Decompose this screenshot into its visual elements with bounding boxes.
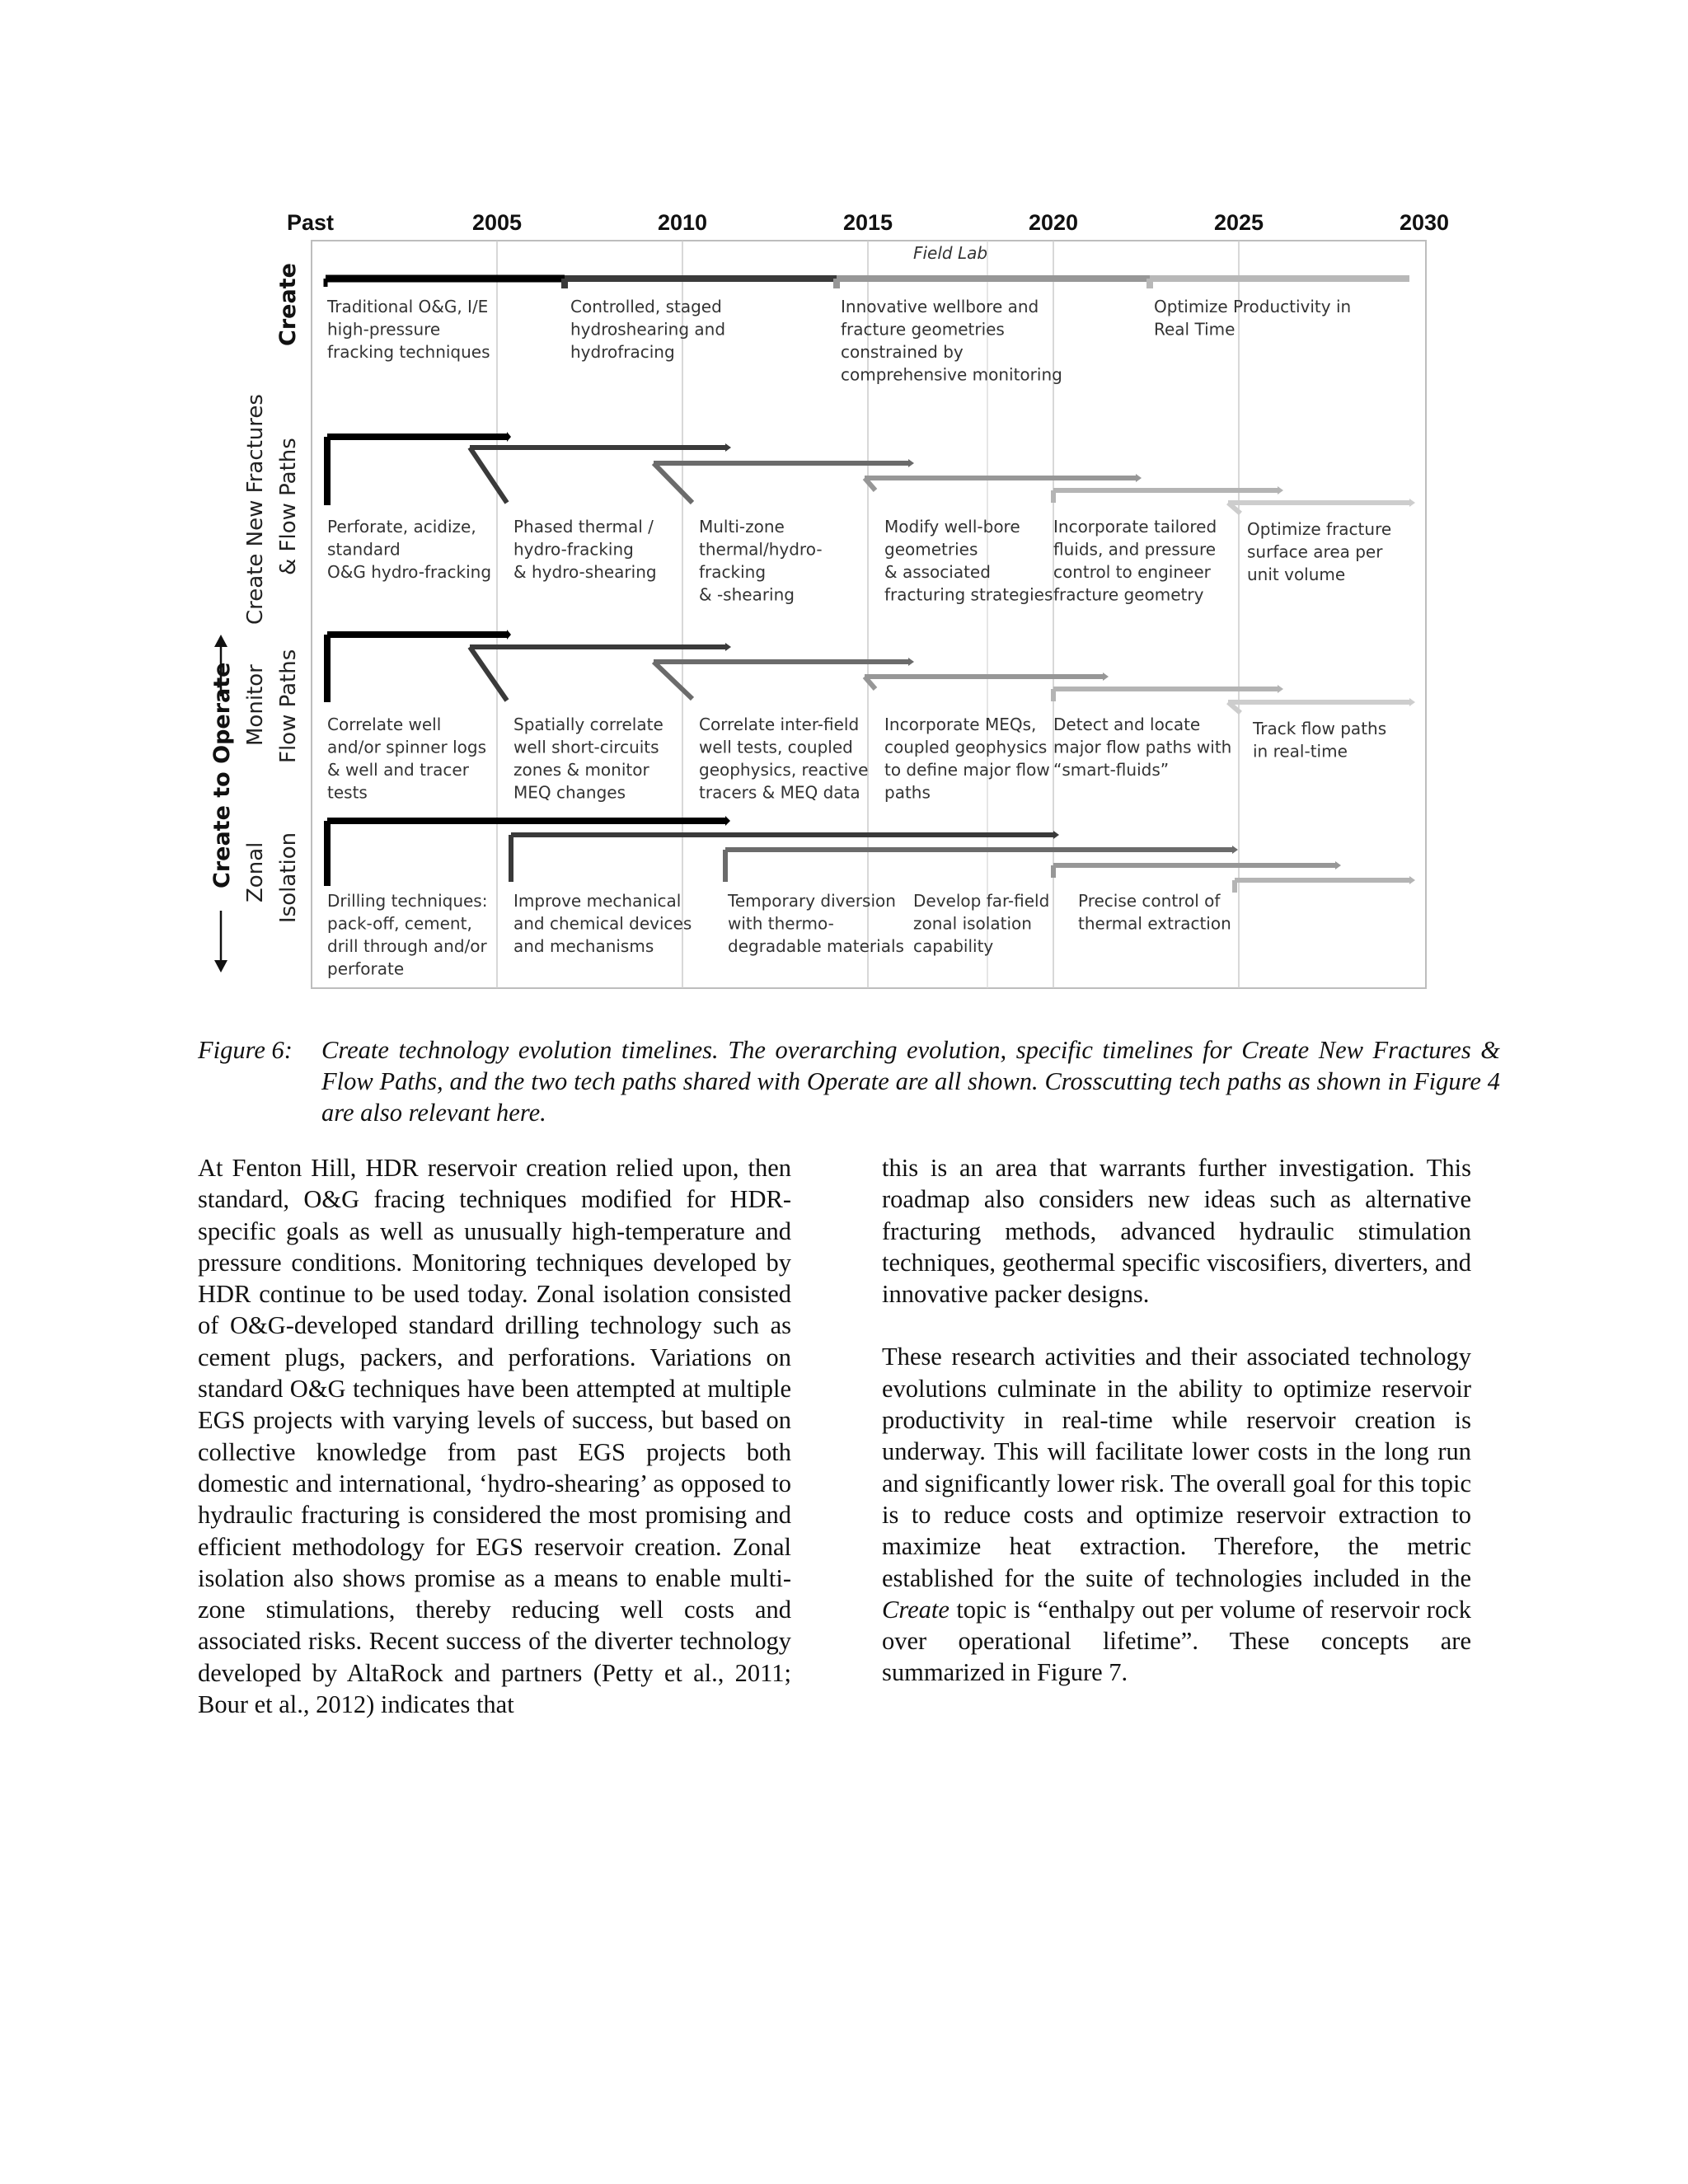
- year-header: [287, 210, 1449, 235]
- timeline-diagram: [198, 198, 1484, 1022]
- caption-label: Figure 6:: [198, 1036, 293, 1064]
- paragraph: [882, 1341, 1471, 1688]
- arrow-down-icon: [214, 960, 227, 972]
- year-label: 2030: [1400, 210, 1450, 235]
- create-bar-3: [837, 279, 1150, 288]
- fracture-stage-text: Perforate, acidize, standard O&G hydro-fracking: [327, 517, 492, 582]
- row-label-monitor-2: Flow Paths: [276, 649, 301, 763]
- monitor-stage-text: Detect and locate major flow paths with “smart-fluids”: [1053, 715, 1232, 780]
- create-stage-text: Traditional O&G, I/E high-pressure fracking techniques: [327, 297, 490, 362]
- year-label: 2015: [843, 210, 893, 235]
- create-bar-2: [565, 279, 837, 288]
- create-stage-text: Innovative wellbore and fracture geometries constrained by comprehensive monitoring: [841, 297, 1062, 385]
- emphasis: Create: [882, 1595, 950, 1624]
- row-label-create-new-2: & Flow Paths: [276, 438, 301, 575]
- text-run: topic is “enthalpy out per volume of reservoir rock over operational lifetime”. These concepts are summarized in Figure 7.: [882, 1595, 1471, 1687]
- fracture-stage-text: Multi-zone thermal/hydro-fracking & -shearing: [699, 517, 823, 605]
- row-label-zonal-1: Zonal: [243, 841, 268, 902]
- text-run: These research activities and their associated technology evolutions culminate in the ability to optimize reservoir productivity in real-time while reservoir creation is underway. This will facilitate lower costs in the long run and significantly lower risk. The overall goal for this topic is to reduce costs and optimize reservoir extraction to maximize heat extraction. Therefore, the metric established for the suite of technologies included in the: [882, 1343, 1471, 1592]
- monitor-stage-text: Correlate well and/or spinner logs & well and tracer tests: [327, 715, 486, 803]
- body-column-right: [882, 1152, 1471, 1689]
- row-label-create-new-1: Create New Fractures: [243, 394, 268, 625]
- fracture-stage-text: Phased thermal / hydro-fracking & hydro-shearing: [513, 517, 657, 582]
- field-lab-label: Field Lab: [913, 243, 988, 263]
- row-label-monitor-1: Monitor: [243, 664, 268, 746]
- caption-text: Create technology evolution timelines. The overarching evolution, specific timelines for Create New Fractures & Flow Paths, and the two tech paths shared with Operate are all shown. Crosscutting tech paths as shown in Figure 4 are also relevant here.: [321, 1036, 1500, 1127]
- year-label: 2005: [472, 210, 523, 235]
- row-label-zonal-2: Isolation: [276, 832, 301, 923]
- create-stage-text: Controlled, staged hydroshearing and hydrofracing: [570, 297, 726, 362]
- year-label: 2010: [658, 210, 708, 235]
- fracture-stage-text: Modify well-bore geometries & associated fracturing strategies: [884, 517, 1053, 605]
- zonal-bars: [327, 816, 1415, 893]
- fracture-bars: [327, 432, 1415, 513]
- monitor-bars: [327, 630, 1415, 713]
- year-label: 2020: [1029, 210, 1079, 235]
- zonal-stage-text: Temporary diversion with thermo-degradable materials: [728, 891, 904, 956]
- fracture-stage-text: Optimize fracture surface area per unit volume: [1247, 519, 1392, 584]
- paragraph: this is an area that warrants further investigation. This roadmap also considers new ideas such as alternative fracturing methods, advanced hydraulic stimulation techniques, geothermal specific viscosifiers, diverters, and innovative packer designs.: [882, 1154, 1471, 1309]
- monitor-stage-text: Incorporate MEQs, coupled geophysics to define major flow paths: [884, 715, 1050, 803]
- row-label-create-to-operate: Create to Operate: [209, 662, 235, 888]
- arrow-up-icon: [214, 635, 227, 647]
- monitor-stage-text: Spatially correlate well short-circuits zones & monitor MEQ changes: [513, 715, 663, 803]
- create-stage-text: Optimize Productivity in Real Time: [1154, 297, 1352, 340]
- body-column-left: [198, 1152, 791, 1720]
- create-bar-4: [1150, 279, 1409, 288]
- monitor-stage-text: Correlate inter-field well tests, coupled geophysics, reactive tracers & MEQ data: [699, 715, 869, 803]
- fracture-stage-text: Incorporate tailored fluids, and pressure control to engineer fracture geometry: [1053, 517, 1217, 605]
- zonal-stage-text: Drilling techniques: pack-off, cement, drill through and/or perforate: [327, 891, 488, 979]
- zonal-stage-text: Precise control of thermal extraction: [1078, 891, 1231, 934]
- year-label: Past: [287, 210, 335, 235]
- timeline-figure: [198, 198, 1484, 1022]
- row-label-create: Create: [275, 263, 301, 346]
- monitor-stage-text: Track flow paths in real-time: [1253, 719, 1387, 762]
- paragraph: At Fenton Hill, HDR reservoir creation relied upon, then standard, O&G fracing techniques modified for HDR-specific goals as well as unusually high-temperature and pressure conditions. Monitoring techniques developed by HDR continue to be used today. Zonal isolation consisted of O&G-developed standard drilling technology such as cement plugs, packers, and perforations. Variations on standard O&G techniques have been attempted at multiple EGS projects with varying levels of success, but based on collective knowledge from past EGS projects both domestic and international, ‘hydro-shearing’ as opposed to hydraulic fracturing is considered the most promising and efficient methodology for EGS reservoir creation. Zonal isolation also shows promise as a means to enable multi-zone stimulations, thereby reducing well costs and associated risks. Recent success of the diverter technology developed by AltaRock and partners (Petty et al., 2011; Bour et al., 2012) indicates that: [198, 1154, 791, 1719]
- year-label: 2025: [1214, 210, 1264, 235]
- zonal-stage-text: Develop far-field zonal isolation capability: [913, 891, 1050, 956]
- row-labels: [209, 263, 301, 972]
- zonal-stage-text: Improve mechanical and chemical devices and mechanisms: [513, 891, 692, 956]
